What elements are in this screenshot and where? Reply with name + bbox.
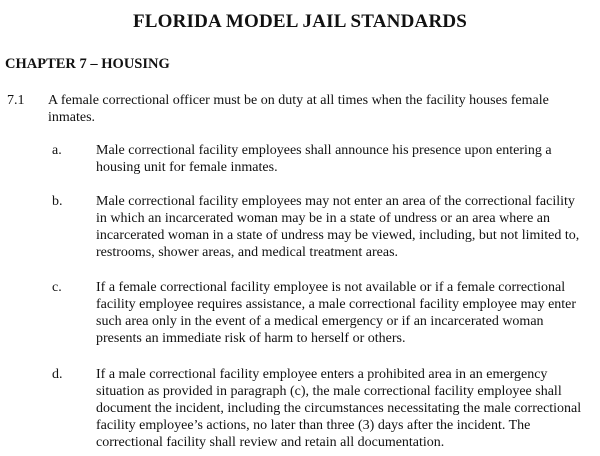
document-title: FLORIDA MODEL JAIL STANDARDS [132,11,468,32]
chapter-heading: CHAPTER 7 – HOUSING [5,56,170,72]
item-letter: c. [52,280,62,295]
section-text: A female correctional officer must be on duty at all times when the facility houses female inmates. [48,93,549,125]
item-text: Male correctional facility employees shall announce his presence upon entering a housing unit for female inmates. [96,143,552,175]
item-text: If a female correctional facility employee is not available or if a female correctional facility employee requires assistance, a male correctional facility employee may enter such area only in the event of a medical emergency or if an incarcerated woman presents an immediate risk of harm to herself or others. [96,280,577,346]
item-letter: b. [52,194,63,209]
item-text: If a male correctional facility employee enters a prohibited area in an emergency situation as provided in paragraph (c), the male correctional facility employee shall document the incident, including the circumstances necessitating the male correctional facility employee’s actions, no later than three (3) days after the incident. The correctional facility shall review and retain all documentation. [96,367,582,450]
item-letter: d. [52,367,63,382]
item-letter: a. [52,143,62,158]
item-text: Male correctional facility employees may not enter an area of the correctional facility in which an incarcerated woman may be in a state of undress or an area where an incarcerated woman in a state of undress may be viewed, including, but not limited to, restrooms, shower areas, and medical treatment areas. [96,194,580,260]
section-number: 7.1 [7,93,25,108]
